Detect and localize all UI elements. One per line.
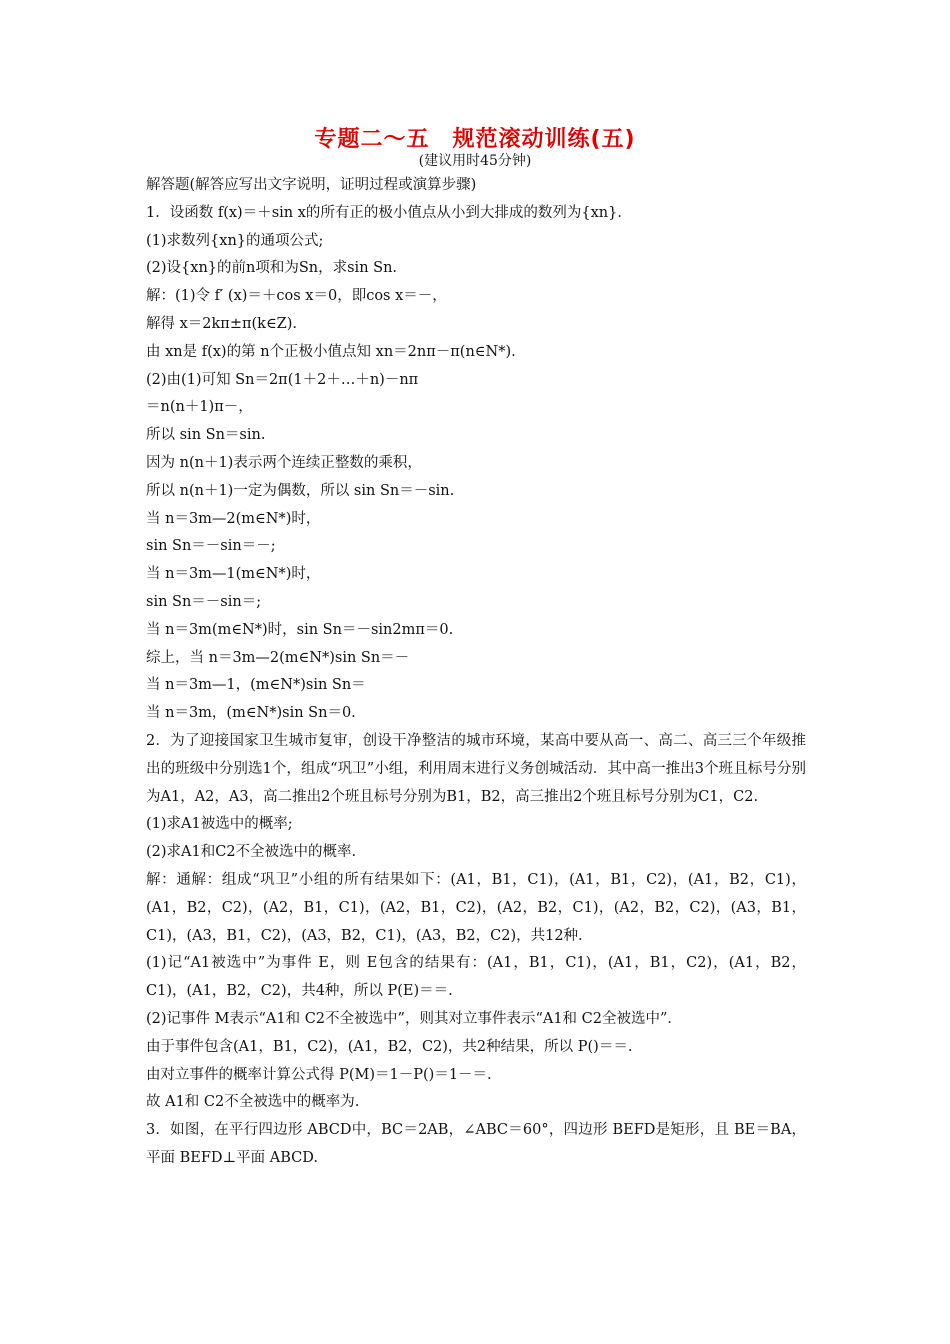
page-title: 专题二～五 规范滚动训练(五) — [314, 127, 636, 152]
problem-2-part-1: (1)求A1被选中的概率; — [146, 816, 293, 833]
solution-line: 由于事件包含(A1，B1，C2)，(A1，B2，C2)，共2种结果，所以 P()＝＝. — [146, 1038, 633, 1055]
solution-line: 当 n＝3m，(m∈N*)sin Sn＝0. — [146, 705, 356, 722]
solution-line: 因为 n(n＋1)表示两个连续正整数的乘积， — [146, 454, 422, 471]
problem-1-part-1: (1)求数列{xn}的通项公式; — [146, 232, 324, 249]
solution-line: 由 xn是 f(x)的第 n个正极小值点知 xn＝2nπ－π(n∈N*). — [146, 343, 516, 360]
problem-2-statement: 2．为了迎接国家卫生城市复审，创设干净整洁的城市环境，某高中要从高一、高二、高三三个年级推出的班级中分别选1个，组成“巩卫”小组，利用周末进行义务创城活动．其中高一推出3个班且标号分别为A1，A2，A3，高二推出2个班且标号分别为B1，B2，高三推出2个班且标号分别为C1，C2. — [146, 732, 806, 805]
solution-line: sin Sn＝－sin＝; — [146, 593, 262, 610]
solution-line: 综上，当 n＝3m—2(m∈N*)sin Sn＝－ — [146, 649, 410, 666]
solution-line: 当 n＝3m—1，(m∈N*)sin Sn＝ — [146, 677, 366, 694]
problem-3-statement: 3．如图，在平行四边形 ABCD中，BC＝2AB，∠ABC＝60°，四边形 BEFD是矩形，且 BE＝BA，平面 BEFD⊥平面 ABCD. — [146, 1122, 806, 1166]
problem-1-part-2: (2)设{xn}的前n项和为Sn，求sin Sn. — [146, 260, 398, 277]
solution-line: 解得 x＝2kπ±π(k∈Z). — [146, 315, 298, 332]
solution-line: 当 n＝3m—1(m∈N*)时， — [146, 566, 321, 583]
solution-line: 解：(1)令 f′ (x)＝＋cos x＝0，即cos x＝－， — [146, 288, 447, 305]
solution-paragraph: 解：通解：组成“巩卫”小组的所有结果如下：(A1，B1，C1)，(A1，B1，C2)，(A1，B2，C1)，(A1，B2，C2)，(A2，B1，C1)，(A2，B1，C2)，(A2，B2，C1)，(A2，B2，C2)，(A3，B1，C1)，(A3，B1，C2)，(A3，B2，C1)，(A3，B2，C2)，共12种. — [146, 871, 806, 944]
solution-line: (2)记事件 M表示“A1和 C2不全被选中”，则其对立事件表示“A1和 C2全被选中”． — [146, 1010, 682, 1027]
solution-line: 当 n＝3m(m∈N*)时，sin Sn＝－sin2mπ＝0. — [146, 621, 454, 638]
problem-2-part-2: (2)求A1和C2不全被选中的概率. — [146, 844, 357, 861]
solution-paragraph: (1)记“A1被选中”为事件 E，则 E包含的结果有：(A1，B1，C1)，(A1，B1，C2)，(A1，B2，C1)，(A1，B2，C2)，共4种，所以 P(E)＝＝. — [146, 955, 806, 1000]
instruction-line: 解答题(解答应写出文字说明，证明过程或演算步骤) — [146, 177, 477, 193]
solution-line: sin Sn＝－sin＝－; — [146, 538, 276, 555]
page-subtitle: (建议用时45分钟) — [418, 153, 532, 169]
solution-line: ＝n(n＋1)π－， — [146, 399, 253, 416]
solution-line: (2)由(1)可知 Sn＝2π(1＋2＋…＋n)－nπ — [146, 371, 419, 388]
solution-line: 由对立事件的概率计算公式得 P(M)＝1－P()＝1－＝. — [146, 1066, 492, 1083]
solution-line: 故 A1和 C2不全被选中的概率为. — [146, 1094, 360, 1111]
problem-1-statement: 1．设函数 f(x)＝＋sin x的所有正的极小值点从小到大排成的数列为{xn}． — [146, 204, 632, 221]
solution-line: 当 n＝3m—2(m∈N*)时， — [146, 510, 321, 527]
document-body — [146, 172, 806, 1173]
solution-line: 所以 n(n＋1)一定为偶数，所以 sin Sn＝－sin. — [146, 482, 455, 499]
solution-line: 所以 sin Sn＝sin. — [146, 427, 266, 444]
